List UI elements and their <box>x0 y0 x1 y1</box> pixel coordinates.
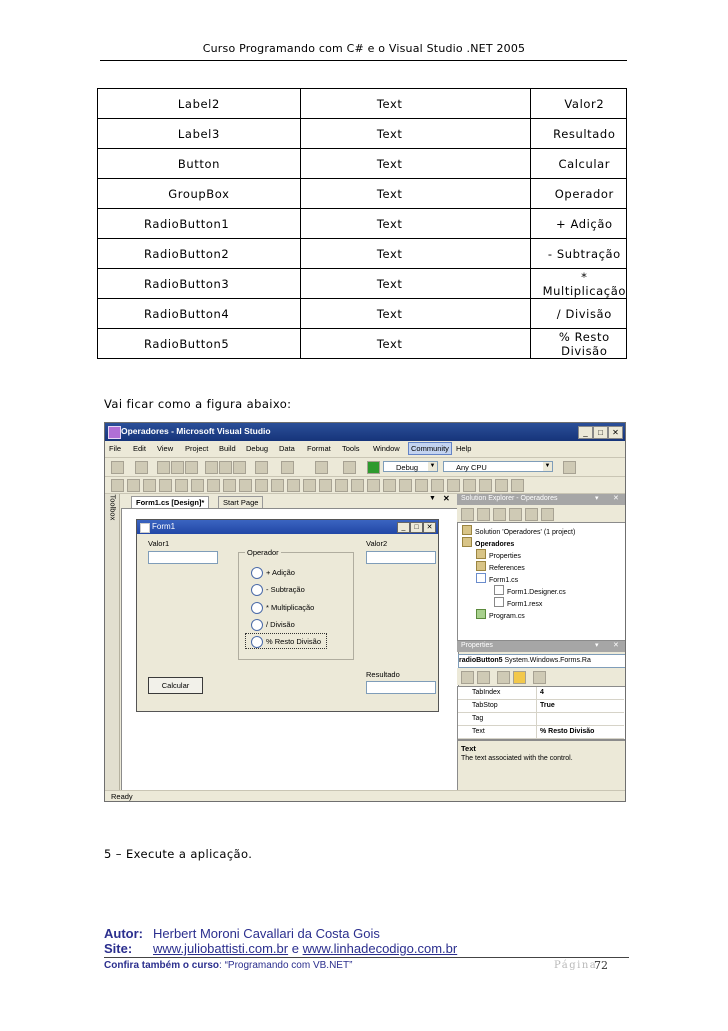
show-all-files-icon[interactable] <box>477 508 490 521</box>
vs-statusbar <box>105 790 625 802</box>
layout-tool-icon[interactable] <box>255 479 268 492</box>
menu-view[interactable]: View <box>157 444 174 453</box>
form1-titlebar <box>137 520 438 534</box>
property-divider <box>536 700 537 712</box>
tree-form1-designer-label: Form1.Designer.cs <box>507 589 566 596</box>
property-value: % Resto Divisão <box>540 728 595 735</box>
vs-screenshot <box>104 422 626 802</box>
radio-multiplicacao[interactable] <box>251 602 263 614</box>
solution-icon <box>462 525 472 535</box>
close-icon[interactable]: ✕ <box>423 522 436 533</box>
tree-project-label: Operadores <box>475 541 515 548</box>
table-row <box>98 179 627 209</box>
valor2-textbox[interactable] <box>366 551 436 564</box>
footer-rule <box>104 957 629 958</box>
value-cell: Operador <box>530 179 626 209</box>
events-icon[interactable] <box>513 671 526 684</box>
property-value: True <box>540 702 555 709</box>
table-row <box>98 209 627 239</box>
property-cell: Text <box>300 209 530 239</box>
navigate-forward-icon[interactable] <box>343 461 356 474</box>
property-cell: Text <box>300 269 530 299</box>
layout-tool-icon[interactable] <box>271 479 284 492</box>
operador-groupbox <box>238 548 354 660</box>
menu-help[interactable]: Help <box>456 444 472 453</box>
radio-subtracao-label: - Subtração <box>266 585 305 594</box>
footer-course-label: Confira também o curso <box>104 960 220 971</box>
menu-data[interactable]: Data <box>279 444 295 453</box>
table-row <box>98 239 627 269</box>
menu-build[interactable]: Build <box>219 444 236 453</box>
footer-site-label: Site: <box>104 941 133 956</box>
table-row <box>98 299 627 329</box>
property-row[interactable] <box>458 713 624 726</box>
property-name: TabStop <box>472 702 498 709</box>
property-divider <box>536 713 537 725</box>
calcular-button[interactable]: Calcular <box>148 677 203 694</box>
value-cell: Resultado <box>530 119 626 149</box>
close-icon[interactable]: ✕ <box>443 494 450 503</box>
save-icon[interactable] <box>171 461 184 474</box>
find-icon[interactable] <box>563 461 576 474</box>
maximize-icon[interactable]: □ <box>410 522 423 533</box>
property-cell: Text <box>300 149 530 179</box>
copy-icon[interactable] <box>219 461 232 474</box>
menu-tools[interactable]: Tools <box>342 444 360 453</box>
pin-icon[interactable]: ▾ <box>595 495 599 502</box>
new-project-icon[interactable] <box>111 461 124 474</box>
layout-tool-icon[interactable] <box>223 479 236 492</box>
alphabetical-icon[interactable] <box>477 671 490 684</box>
property-name: Text <box>472 728 485 735</box>
toolbox-label: Toolbox <box>108 494 118 521</box>
site-link-juliobattisti[interactable]: www.juliobattisti.com.br <box>153 941 289 956</box>
object-name: radioButton5 <box>459 657 503 664</box>
project-icon <box>462 537 472 547</box>
chevron-down-icon: ▼ <box>544 463 551 469</box>
value-cell: Valor2 <box>530 89 626 119</box>
property-row[interactable] <box>458 700 624 713</box>
menu-community[interactable]: Community <box>408 442 452 455</box>
code-file-icon <box>476 609 486 619</box>
properties-object-selector[interactable] <box>458 654 626 668</box>
tree-program-label: Program.cs <box>489 613 525 620</box>
properties-toolbar <box>457 668 625 685</box>
solution-explorer-toolbar <box>457 505 625 522</box>
footer-site <box>153 941 457 956</box>
start-debug-icon[interactable] <box>367 461 380 474</box>
layout-tool-icon[interactable] <box>127 479 140 492</box>
tree-solution-label: Solution 'Operadores' (1 project) <box>475 529 576 536</box>
redo-icon[interactable] <box>281 461 294 474</box>
tree-references-label: References <box>489 565 525 572</box>
footer-author-label: Autor: <box>104 926 143 941</box>
minimize-icon[interactable]: _ <box>397 522 410 533</box>
chevron-down-icon: ▼ <box>429 463 436 469</box>
layout-tool-icon[interactable] <box>191 479 204 492</box>
value-cell: + Adição <box>530 209 626 239</box>
layout-tool-icon[interactable] <box>511 479 524 492</box>
table-row <box>98 269 627 299</box>
value-cell: * Multiplicação <box>530 269 626 299</box>
tab-list-icon[interactable]: ▼ <box>429 495 436 502</box>
layout-tool-icon[interactable] <box>351 479 364 492</box>
footer-course <box>104 960 352 971</box>
property-value: 4 <box>540 689 544 696</box>
solution-tree <box>457 522 626 641</box>
tab-start-page[interactable]: Start Page <box>218 496 263 508</box>
layout-tool-icon[interactable] <box>207 479 220 492</box>
component-cell: RadioButton1 <box>98 209 301 239</box>
vs-app-icon <box>108 426 121 439</box>
property-row[interactable] <box>458 687 624 700</box>
resultado-textbox[interactable] <box>366 681 436 694</box>
site-separator: e <box>288 941 303 956</box>
footer-page-word: Página <box>554 960 598 971</box>
open-icon[interactable] <box>157 461 170 474</box>
radio-multiplicacao-label: * Multiplicação <box>266 603 315 612</box>
config-dropdown[interactable] <box>383 461 438 472</box>
footer-page-number: 72 <box>594 959 608 972</box>
tree-form1[interactable] <box>476 573 518 584</box>
groupbox-label: Operador <box>247 548 279 557</box>
tree-properties-label: Properties <box>489 553 521 560</box>
layout-tool-icon[interactable] <box>447 479 460 492</box>
tree-solution[interactable] <box>462 525 575 536</box>
layout-tool-icon[interactable] <box>143 479 156 492</box>
tree-form1-resx-label: Form1.resx <box>507 601 543 608</box>
menu-format[interactable]: Format <box>307 444 331 453</box>
radio-divisao-label: / Divisão <box>266 620 295 629</box>
component-cell: GroupBox <box>98 179 301 209</box>
table-row <box>98 119 627 149</box>
radio-adicao[interactable] <box>251 567 263 579</box>
document-tabs <box>121 494 456 507</box>
object-type: System.Windows.Forms.Ra <box>504 657 591 664</box>
class-diagram-icon[interactable] <box>541 508 554 521</box>
layout-tool-icon[interactable] <box>463 479 476 492</box>
property-description-text: The text associated with the control. <box>461 755 573 762</box>
menu-file[interactable]: File <box>109 444 122 453</box>
close-icon[interactable]: ✕ <box>608 426 623 439</box>
tree-references[interactable] <box>476 561 525 572</box>
paste-icon[interactable] <box>233 461 246 474</box>
solution-explorer-titlebar <box>457 494 625 505</box>
site-link-linhadecodigo[interactable]: www.linhadecodigo.com.br <box>302 941 458 956</box>
form-icon <box>476 573 486 583</box>
undo-icon[interactable] <box>255 461 268 474</box>
view-code-icon[interactable] <box>509 508 522 521</box>
vs-menubar <box>105 441 625 458</box>
component-cell: RadioButton2 <box>98 239 301 269</box>
vs-titlebar <box>105 423 625 441</box>
layout-tool-icon[interactable] <box>111 479 124 492</box>
layout-tool-icon[interactable] <box>239 479 252 492</box>
folder-icon <box>476 549 486 559</box>
component-cell: RadioButton3 <box>98 269 301 299</box>
menu-window[interactable]: Window <box>373 444 400 453</box>
tree-program[interactable] <box>476 609 525 620</box>
tree-form1-designer[interactable] <box>494 585 566 596</box>
header-rule <box>100 60 627 61</box>
properties-titlebar <box>457 641 625 652</box>
layout-tool-icon[interactable] <box>415 479 428 492</box>
component-cell: Label2 <box>98 89 301 119</box>
form-icon <box>140 523 150 533</box>
menu-debug[interactable]: Debug <box>246 444 269 453</box>
resultado-label: Resultado <box>366 670 400 679</box>
valor1-textbox[interactable] <box>148 551 218 564</box>
property-cell: Text <box>300 119 530 149</box>
tree-form1-label: Form1.cs <box>489 577 519 584</box>
vs-window-title: Operadores - Microsoft Visual Studio <box>121 426 271 436</box>
refresh-icon[interactable] <box>493 508 506 521</box>
property-name: TabIndex <box>472 689 501 696</box>
page-header: Curso Programando com C# e o Visual Studio .NET 2005 <box>202 42 526 55</box>
layout-tool-icon[interactable] <box>431 479 444 492</box>
platform-dropdown[interactable] <box>443 461 553 472</box>
layout-tool-icon[interactable] <box>287 479 300 492</box>
table-row <box>98 329 627 359</box>
vs-layout-toolbar <box>105 477 625 494</box>
property-description-title: Text <box>461 744 476 753</box>
code-file-icon <box>494 585 504 595</box>
maximize-icon[interactable]: □ <box>593 426 608 439</box>
minimize-icon[interactable]: _ <box>578 426 593 439</box>
property-name: Tag <box>472 715 484 722</box>
vs-standard-toolbar <box>105 458 625 477</box>
property-table <box>97 88 627 359</box>
radio-subtracao[interactable] <box>251 584 263 596</box>
property-description <box>457 740 626 792</box>
layout-tool-icon[interactable] <box>335 479 348 492</box>
component-cell: RadioButton4 <box>98 299 301 329</box>
tree-properties[interactable] <box>476 549 521 560</box>
footer-course-text: : “Programando com VB.NET” <box>219 960 353 971</box>
table-row <box>98 149 627 179</box>
add-item-icon[interactable] <box>135 461 148 474</box>
form1-title: Form1 <box>152 522 176 531</box>
property-row[interactable] <box>458 726 624 739</box>
step-text: 5 – Execute a aplicação. <box>104 847 253 861</box>
layout-tool-icon[interactable] <box>175 479 188 492</box>
value-cell: Calcular <box>530 149 626 179</box>
value-cell: % Resto Divisão <box>530 329 626 359</box>
component-cell: Label3 <box>98 119 301 149</box>
tree-form1-resx[interactable] <box>494 597 542 608</box>
property-divider <box>536 726 537 738</box>
radio-resto-divisao[interactable] <box>251 636 263 648</box>
categorized-icon[interactable] <box>461 671 474 684</box>
valor1-label: Valor1 <box>148 539 170 548</box>
value-cell: - Subtração <box>530 239 626 269</box>
intro-text: Vai ficar como a figura abaixo: <box>104 397 292 411</box>
property-cell: Text <box>300 329 530 359</box>
property-cell: Text <box>300 179 530 209</box>
footer-author: Herbert Moroni Cavallari da Costa Gois <box>153 926 380 941</box>
menu-edit[interactable]: Edit <box>133 444 146 453</box>
form1-window <box>136 519 439 712</box>
component-cell: RadioButton5 <box>98 329 301 359</box>
layout-tool-icon[interactable] <box>319 479 332 492</box>
property-cell: Text <box>300 239 530 269</box>
radio-divisao[interactable] <box>251 619 263 631</box>
navigate-back-icon[interactable] <box>315 461 328 474</box>
property-pages-icon[interactable] <box>533 671 546 684</box>
layout-tool-icon[interactable] <box>159 479 172 492</box>
cut-icon[interactable] <box>205 461 218 474</box>
layout-tool-icon[interactable] <box>367 479 380 492</box>
tree-project[interactable] <box>462 537 514 548</box>
radio-resto-divisao-label: % Resto Divisão <box>266 637 322 646</box>
resource-file-icon <box>494 597 504 607</box>
status-text: Ready <box>111 792 133 801</box>
layout-tool-icon[interactable] <box>303 479 316 492</box>
toolbox-strip[interactable] <box>105 494 120 790</box>
layout-tool-icon[interactable] <box>479 479 492 492</box>
component-cell: Button <box>98 149 301 179</box>
radio-adicao-label: + Adição <box>266 568 295 577</box>
view-designer-icon[interactable] <box>525 508 538 521</box>
properties-icon[interactable] <box>461 508 474 521</box>
pin-icon[interactable]: ▾ <box>595 642 599 649</box>
save-all-icon[interactable] <box>185 461 198 474</box>
properties-grid <box>457 686 626 740</box>
solution-explorer-title: Solution Explorer - Operadores <box>461 495 558 502</box>
tab-form1-design[interactable]: Form1.cs [Design]* <box>131 496 209 508</box>
close-icon[interactable]: ✕ <box>613 642 619 649</box>
value-cell: / Divisão <box>530 299 626 329</box>
property-cell: Text <box>300 89 530 119</box>
layout-tool-icon[interactable] <box>383 479 396 492</box>
folder-icon <box>476 561 486 571</box>
properties-icon[interactable] <box>497 671 510 684</box>
valor2-label: Valor2 <box>366 539 388 548</box>
properties-title: Properties <box>461 642 493 649</box>
config-value: Debug <box>396 463 419 472</box>
property-divider <box>536 687 537 699</box>
layout-tool-icon[interactable] <box>399 479 412 492</box>
property-cell: Text <box>300 299 530 329</box>
close-icon[interactable]: ✕ <box>613 495 619 502</box>
menu-project[interactable]: Project <box>185 444 209 453</box>
layout-tool-icon[interactable] <box>495 479 508 492</box>
platform-value: Any CPU <box>456 463 487 472</box>
table-row <box>98 89 627 119</box>
